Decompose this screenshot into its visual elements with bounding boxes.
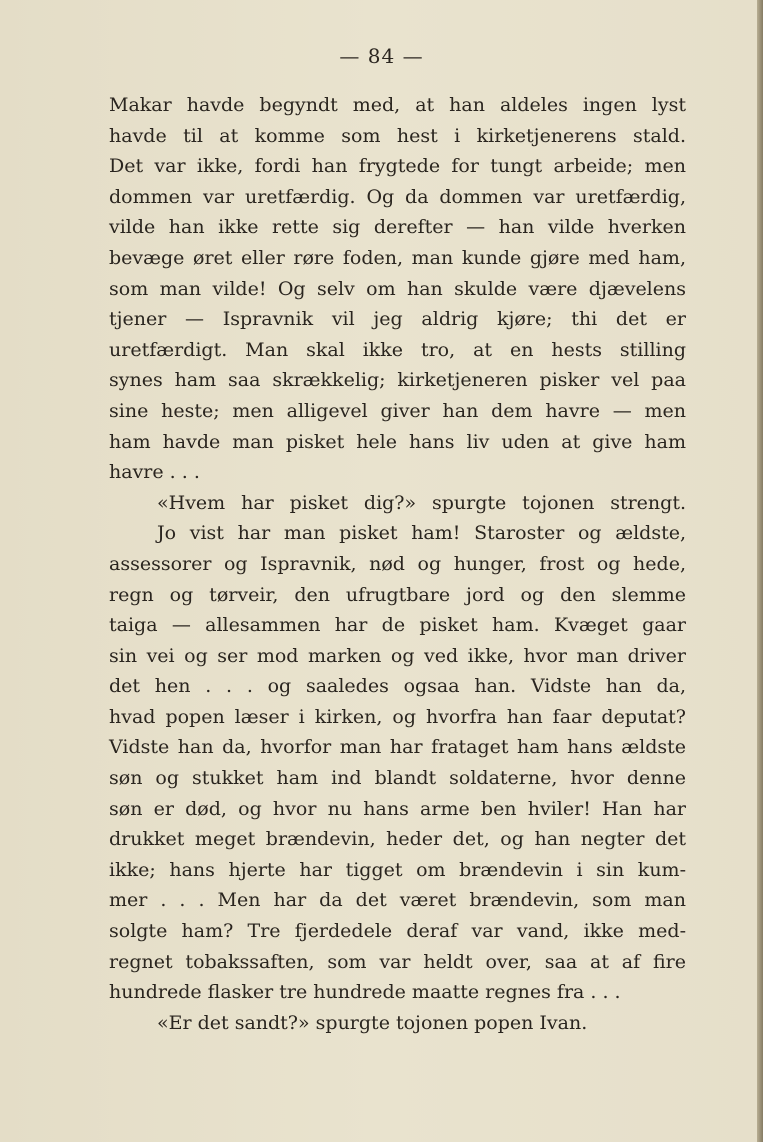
- text-line: bevæge øret eller røre foden, man kunde gjøre med ham,: [109, 246, 686, 269]
- text-line: regn og tørveir, den ufrugtbare jord og den slemme: [109, 583, 686, 606]
- text-line: Makar havde begyndt med, at han aldeles ingen lyst: [109, 94, 686, 116]
- text-line: havre . . .: [109, 461, 200, 484]
- text-line: det hen . . . og saaledes ogsaa han. Vidste han da,: [109, 675, 686, 698]
- text-line: havde til at komme som hest i kirketjenerens stald.: [109, 124, 686, 147]
- text-line: Vidste han da, hvorfor man har frataget ham hans ældste: [109, 736, 686, 759]
- text-line: søn er død, og hvor nu hans arme ben hviler! Han har: [109, 797, 686, 820]
- text-line: Det var ikke, fordi han frygtede for tungt arbeide; men: [109, 155, 686, 178]
- text-line: søn og stukket ham ind blandt soldaterne, hvor denne: [109, 767, 686, 790]
- text-line: ham havde man pisket hele hans liv uden at give ham: [109, 430, 686, 453]
- text-line: solgte ham? Tre fjerdedele deraf var vand, ikke med-: [109, 920, 686, 943]
- text-line: «Hvem har pisket dig?» spurgte tojonen strengt.: [157, 491, 686, 514]
- text-line: hundrede flasker tre hundrede maatte regnes fra . . .: [109, 981, 621, 1004]
- text-line: vilde han ikke rette sig derefter — han vilde hverken: [109, 216, 686, 239]
- text-line: dommen var uretfærdig. Og da dommen var uretfærdig,: [109, 185, 686, 208]
- text-line: ikke; hans hjerte har tigget om brændevin i sin kum-: [109, 858, 686, 881]
- text-line: assessorer og Ispravnik, nød og hunger, frost og hede,: [109, 552, 686, 575]
- text-line: taiga — allesammen har de pisket ham. Kvæget gaar: [109, 614, 686, 637]
- text-line: Jo vist har man pisket ham! Staroster og ældste,: [157, 522, 686, 545]
- text-line: mer . . . Men har da det været brændevin, som man: [109, 889, 686, 912]
- page-number: — 84 —: [339, 44, 424, 68]
- text-line: uretfærdigt. Man skal ikke tro, at en hests stilling: [109, 338, 686, 361]
- page-edge: [757, 0, 763, 1142]
- text-line: regnet tobakssaften, som var heldt over, saa at af fire: [109, 950, 686, 973]
- text-line: sine heste; men alligevel giver han dem havre — men: [109, 399, 686, 422]
- text-line: som man vilde! Og selv om han skulde være djævelens: [109, 277, 686, 300]
- text-line: «Er det sandt?» spurgte tojonen popen Ivan.: [157, 1011, 588, 1034]
- text-line: hvad popen læser i kirken, og hvorfra han faar deputat?: [109, 705, 686, 728]
- body-text: [109, 90, 686, 1038]
- text-line: synes ham saa skrækkelig; kirketjeneren pisker vel paa: [109, 369, 686, 392]
- text-line: tjener — Ispravnik vil jeg aldrig kjøre; thi det er: [109, 308, 686, 331]
- text-line: sin vei og ser mod marken og ved ikke, hvor man driver: [109, 644, 686, 667]
- text-line: drukket meget brændevin, heder det, og han negter det: [109, 828, 686, 851]
